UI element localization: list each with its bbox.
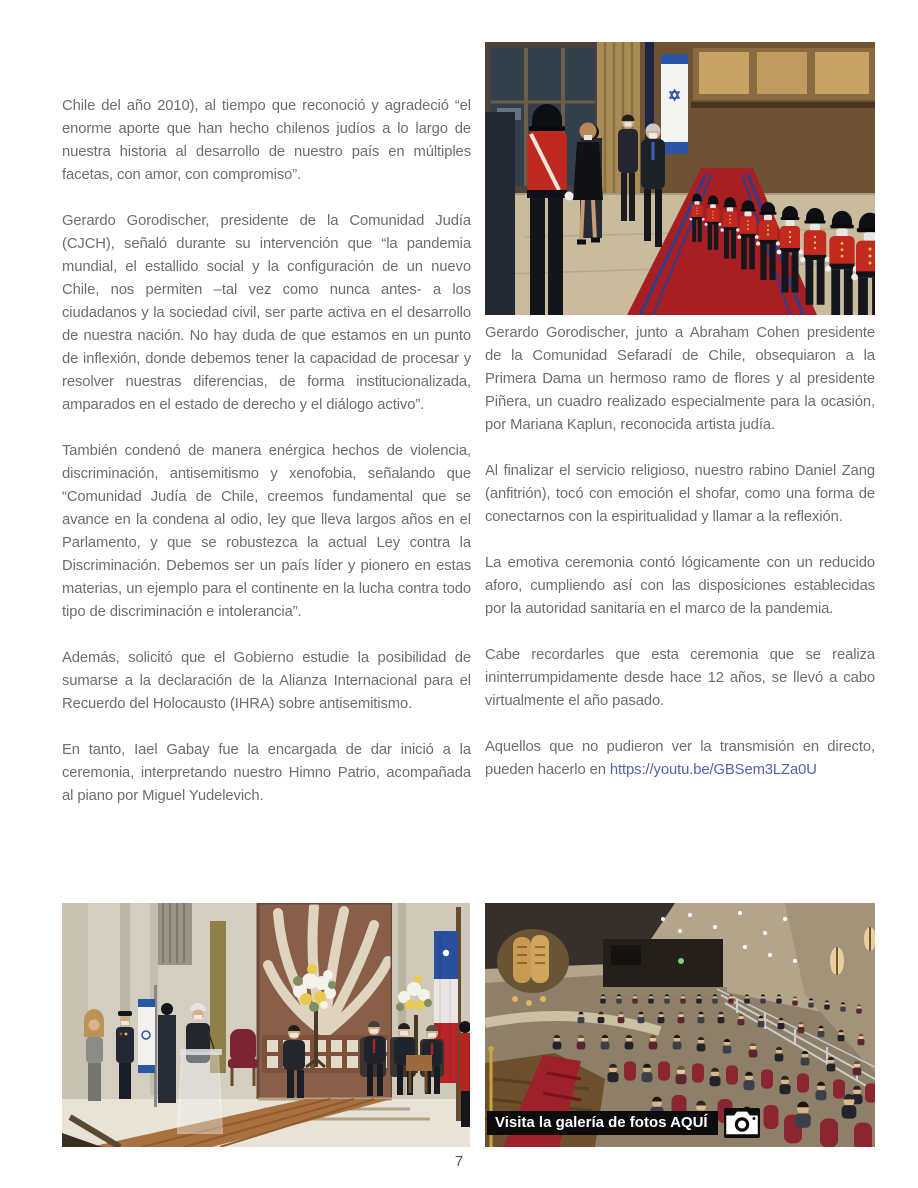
paragraph: En tanto, Iael Gabay fue la encargada de dar inició a la ceremonia, interpretando nuestro Himno Patrio, acompañada al piano por Miguel Yudelevich. bbox=[62, 742, 471, 804]
photo-synagogue-ceremony bbox=[62, 903, 470, 1147]
paragraph: Además, solicitó que el Gobierno estudie la posibilidad de sumarse a la declaración de la Alianza Internacional para el Recuerdo del Holocausto (IHRA) sobre antisemitismo. bbox=[62, 650, 471, 712]
camera-icon[interactable] bbox=[724, 1108, 760, 1138]
right-text-column bbox=[485, 322, 875, 805]
left-text-column bbox=[62, 95, 471, 831]
paragraph: Gerardo Gorodischer, presidente de la Comunidad Judía (CJCH), señaló durante su intervención que “la pandemia mundial, el estallido social y la configuración de un nuevo Chile, nos permiten –tal vez como nunca antes- a los ciudadanos y la sociedad civil, ser parte activa en el desarrollo de nuestra nación. No hay duda de que estamos en un punto de inflexión, donde debemos tener la capacidad de procesar y resolver nuestras diferencias, de forma institucionalizada, amparados en el estado de derecho y el diálogo activo”. bbox=[62, 213, 471, 413]
synagogue-scene bbox=[62, 903, 470, 1147]
paragraph: Chile del año 2010), al tiempo que reconoció y agradeció “el enorme aporte que han hecho chilenos judíos a lo largo de nuestra historia al desarrollo de nuestro país en múltiples facetas, con amor, con compromiso”. bbox=[62, 98, 471, 183]
photo-red-carpet-honor-guard bbox=[485, 42, 875, 315]
paragraph: La emotiva ceremonia contó lógicamente con un reducido aforo, cumpliendo así con las disposiciones establecidas por la autoridad sanitaria en el marco de la pandemia. bbox=[485, 555, 875, 617]
youtube-link[interactable]: https://youtu.be/GBSem3LZa0U bbox=[609, 762, 817, 778]
camera-glyph bbox=[724, 1108, 760, 1138]
final-paragraph-text: Aquellos que no pudieron ver la transmisión en directo, pueden hacerlo en bbox=[485, 739, 875, 778]
israel-flag bbox=[661, 54, 688, 154]
paragraph: También condenó de manera enérgica hechos de violencia, discriminación, antisemitismo y xenofobia, señalando que “Comunidad Judía de Chile, creemos fundamental que se avance en la condena al odio, ley que lleva largos años en el Parlamento, y que se robustezca la actual Ley contra la Discriminación. Debemos ser un país líder y pionero en estas materias, un ejemplo para el continente en la lucha contra todo tipo de discriminación e intolerancia”. bbox=[62, 443, 471, 620]
gallery-caption[interactable] bbox=[487, 1108, 760, 1138]
paragraph: Cabe recordarles que esta ceremonia que se realiza ininterrumpidamente desde hace 12 años, se llevó a cabo virtualmente el año pasado. bbox=[485, 647, 875, 709]
page-number: 7 bbox=[454, 1153, 464, 1170]
paragraph: Al finalizar el servicio religioso, nuestro rabino Daniel Zang (anfitrión), tocó con emoción el shofar, como una forma de conectarnos con la espiritualidad y llamar a la reflexión. bbox=[485, 463, 875, 525]
gallery-caption-text[interactable]: Visita la galería de fotos AQUÍ bbox=[487, 1111, 718, 1135]
photo-auditorium-audience bbox=[485, 903, 875, 1147]
paragraph bbox=[485, 736, 875, 782]
red-carpet-scene bbox=[485, 42, 875, 315]
paragraph: Gerardo Gorodischer, junto a Abraham Cohen presidente de la Comunidad Sefaradí de Chile, obsequiaron a la Primera Dama un hermoso ramo de flores y al presidente Piñera, un cuadro realizado especialmente para la ocasión, por Mariana Kaplun, reconocida artista judía. bbox=[485, 325, 875, 433]
